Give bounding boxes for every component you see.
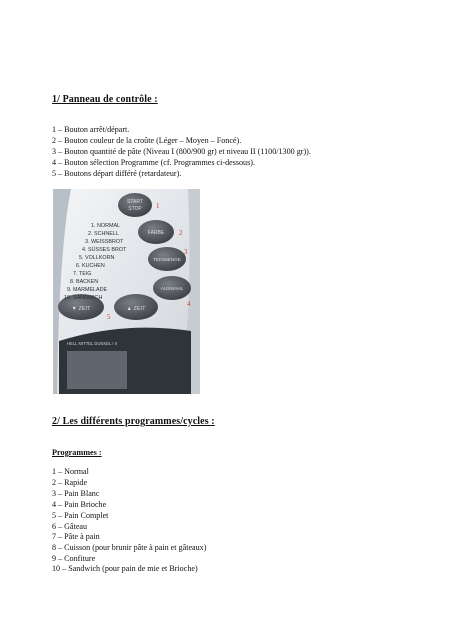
list-item: 4 – Bouton sélection Programme (cf. Programmes ci-dessous). xyxy=(52,158,255,167)
lcd-label-strip: HELL MITTEL DUNKEL I II xyxy=(67,341,118,346)
list-item: 3 – Bouton quantité de pâte (Niveau I (800/900 gr) et niveau II (1100/1300 gr)). xyxy=(52,147,311,156)
list-item: 7 – Pâte à pain xyxy=(52,532,100,541)
program-list-item: 5. VOLLKORN xyxy=(79,255,115,261)
section2-subtitle: Programmes : xyxy=(52,448,102,457)
callout-number: 5 xyxy=(107,313,111,321)
callout-number: 4 xyxy=(187,300,191,308)
section2-title: 2/ Les différents programmes/cycles : xyxy=(52,416,215,427)
callout-number: 2 xyxy=(179,229,183,237)
program-list-item: 6. KUCHEN xyxy=(76,263,105,269)
list-item: 4 – Pain Brioche xyxy=(52,500,107,509)
teigmenge-label: TEIGMENGE xyxy=(153,257,181,262)
zeit-up-label: ▲ ZEIT xyxy=(126,306,146,312)
program-list-item: 10. SANDWICH xyxy=(64,295,103,301)
zeit-down-label: ▼ ZEIT xyxy=(71,306,91,312)
start-label: START xyxy=(127,199,143,205)
program-list-item: 9. MARMELADE xyxy=(67,287,108,293)
control-panel-illustration xyxy=(53,189,200,394)
callout-number: 1 xyxy=(156,202,160,210)
list-item: 3 – Pain Blanc xyxy=(52,489,100,498)
program-list-item: 7. TEIG xyxy=(73,271,92,277)
list-item: 5 – Boutons départ différé (retardateur). xyxy=(52,169,182,178)
list-item: 2 – Bouton couleur de la croûte (Léger – Moyen – Foncé). xyxy=(52,136,242,145)
program-list-item: 2. SCHNELL xyxy=(88,231,119,237)
list-item: 5 – Pain Complet xyxy=(52,511,109,520)
list-item: 9 – Confiture xyxy=(52,554,96,563)
list-item: 10 – Sandwich (pour pain de mie et Brioche) xyxy=(52,564,198,573)
auswahl-label: AUSWAHL xyxy=(160,286,184,291)
control-panel-photo xyxy=(53,189,200,394)
program-list-item: 8. BACKEN xyxy=(70,279,99,285)
lcd-screen xyxy=(67,351,127,389)
list-item: 1 – Bouton arrêt/départ. xyxy=(52,125,130,134)
start-stop-button xyxy=(118,193,152,217)
section1-title: 1/ Panneau de contrôle : xyxy=(52,94,158,105)
list-item: 6 – Gâteau xyxy=(52,522,88,531)
list-item: 1 – Normal xyxy=(52,467,89,476)
program-list-item: 3. WEISSBROT xyxy=(85,239,124,245)
farbe-label: FARBE xyxy=(147,230,165,236)
program-list-item: 4. SÜSSES BROT xyxy=(82,247,127,253)
callout-number: 3 xyxy=(184,248,188,256)
list-item: 2 – Rapide xyxy=(52,478,88,487)
stop-label: STOP xyxy=(128,206,142,212)
program-list-item: 1. NORMAL xyxy=(91,223,121,229)
list-item: 8 – Cuisson (pour brunir pâte à pain et gâteaux) xyxy=(52,543,207,552)
